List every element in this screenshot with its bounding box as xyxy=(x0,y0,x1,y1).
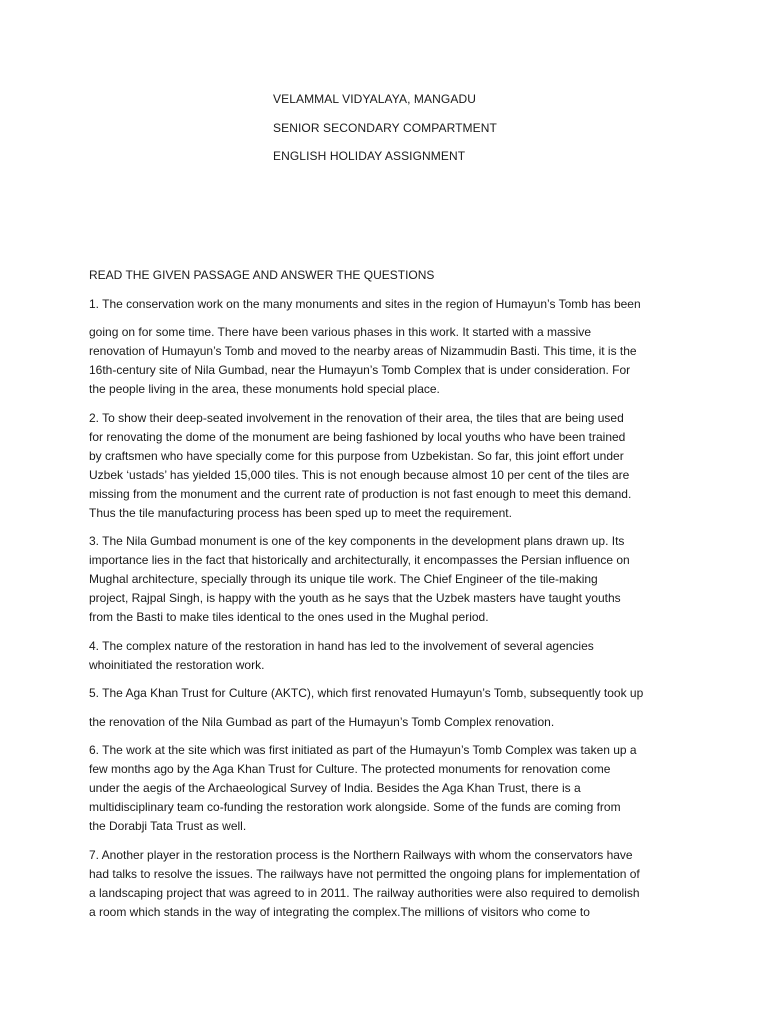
paragraph-line: by craftsmen who have specially come for this purpose from Uzbekistan. So far, this joint effort under xyxy=(89,448,624,463)
instruction-heading: READ THE GIVEN PASSAGE AND ANSWER THE QUESTIONS xyxy=(89,268,435,282)
paragraph-line: from the Basti to make tiles identical to the ones used in the Mughal period. xyxy=(89,610,489,624)
paragraph-line: under the aegis of the Archaeological Survey of India. Besides the Aga Khan Trust, there is a xyxy=(89,781,581,795)
paragraph-line: 3. The Nila Gumbad monument is one of the key components in the development plans drawn up. Its xyxy=(89,534,625,548)
paragraph xyxy=(89,295,687,314)
paragraph xyxy=(89,846,687,922)
paragraph xyxy=(89,637,687,675)
paragraph-line: whoinitiated the restoration work. xyxy=(89,657,265,672)
paragraph-line: 1. The conservation work on the many monuments and sites in the region of Humayun’s Tomb has been xyxy=(89,296,641,311)
assignment-title: ENGLISH HOLIDAY ASSIGNMENT xyxy=(273,149,466,163)
document-body xyxy=(89,268,687,931)
paragraph-line: the people living in the area, these monuments hold special place. xyxy=(89,382,440,396)
paragraph xyxy=(89,323,687,399)
paragraph-line: Thus the tile manufacturing process has been sped up to meet the requirement. xyxy=(89,505,512,520)
paragraph-line: 5. The Aga Khan Trust for Culture (AKTC), which first renovated Humayun’s Tomb, subsequently took up xyxy=(89,686,644,700)
paragraph-line: 16th-century site of Nila Gumbad, near the Humayun’s Tomb Complex that is under consideration. For xyxy=(89,363,631,377)
paragraph xyxy=(89,409,687,523)
paragraph-line: missing from the monument and the current rate of production is not fast enough to meet this demand. xyxy=(89,486,632,501)
paragraph-line: the Dorabji Tata Trust as well. xyxy=(89,819,247,833)
document-header xyxy=(273,92,693,178)
paragraph xyxy=(89,741,687,836)
paragraph-line: a room which stands in the way of integrating the complex.The millions of visitors who come to xyxy=(89,904,590,919)
paragraph-line: the renovation of the Nila Gumbad as part of the Humayun’s Tomb Complex renovation. xyxy=(89,714,555,729)
paragraph xyxy=(89,713,687,732)
paragraph-line: a landscaping project that was agreed to in 2011. The railway authorities were also required to demolish xyxy=(89,885,640,900)
paragraph-line: 4. The complex nature of the restoration in hand has led to the involvement of several agencies xyxy=(89,638,594,653)
paragraph-line: going on for some time. There have been various phases in this work. It started with a massive xyxy=(89,325,592,339)
paragraph-line: 6. The work at the site which was first initiated as part of the Humayun’s Tomb Complex was taken up a xyxy=(89,743,637,757)
paragraph-line: 7. Another player in the restoration process is the Northern Railways with whom the conservators have xyxy=(89,847,633,862)
paragraph-line: 2. To show their deep-seated involvement in the renovation of their area, the tiles that are being used xyxy=(89,410,624,425)
paragraph xyxy=(89,684,687,703)
school-name: VELAMMAL VIDYALAYA, MANGADU xyxy=(273,92,476,106)
paragraph-line: had talks to resolve the issues. The railways have not permitted the ongoing plans for implementation of xyxy=(89,866,640,881)
paragraph-line: renovation of Humayun’s Tomb and moved to the nearby areas of Nizammudin Basti. This time, it is the xyxy=(89,344,637,358)
paragraph-line: multidisciplinary team co-funding the restoration work alongside. Some of the funds are coming from xyxy=(89,800,621,814)
paragraph-line: Mughal architecture, specially through its unique tile work. The Chief Engineer of the tile-making xyxy=(89,572,598,586)
paragraph xyxy=(89,532,687,627)
paragraph-line: project, Rajpal Singh, is happy with the youth as he says that the Uzbek masters have taught youths xyxy=(89,591,621,605)
paragraph-line: few months ago by the Aga Khan Trust for Culture. The protected monuments for renovation come xyxy=(89,762,611,776)
paragraph-line: importance lies in the fact that historically and architecturally, it encompasses the Persian influence on xyxy=(89,553,630,567)
paragraph-line: Uzbek ‘ustads’ has yielded 15,000 tiles. This is not enough because almost 10 per cent of the tiles are xyxy=(89,467,630,482)
class-name: SENIOR SECONDARY COMPARTMENT xyxy=(273,120,497,135)
paragraph-line: for renovating the dome of the monument are being fashioned by local youths who have been trained xyxy=(89,429,626,444)
